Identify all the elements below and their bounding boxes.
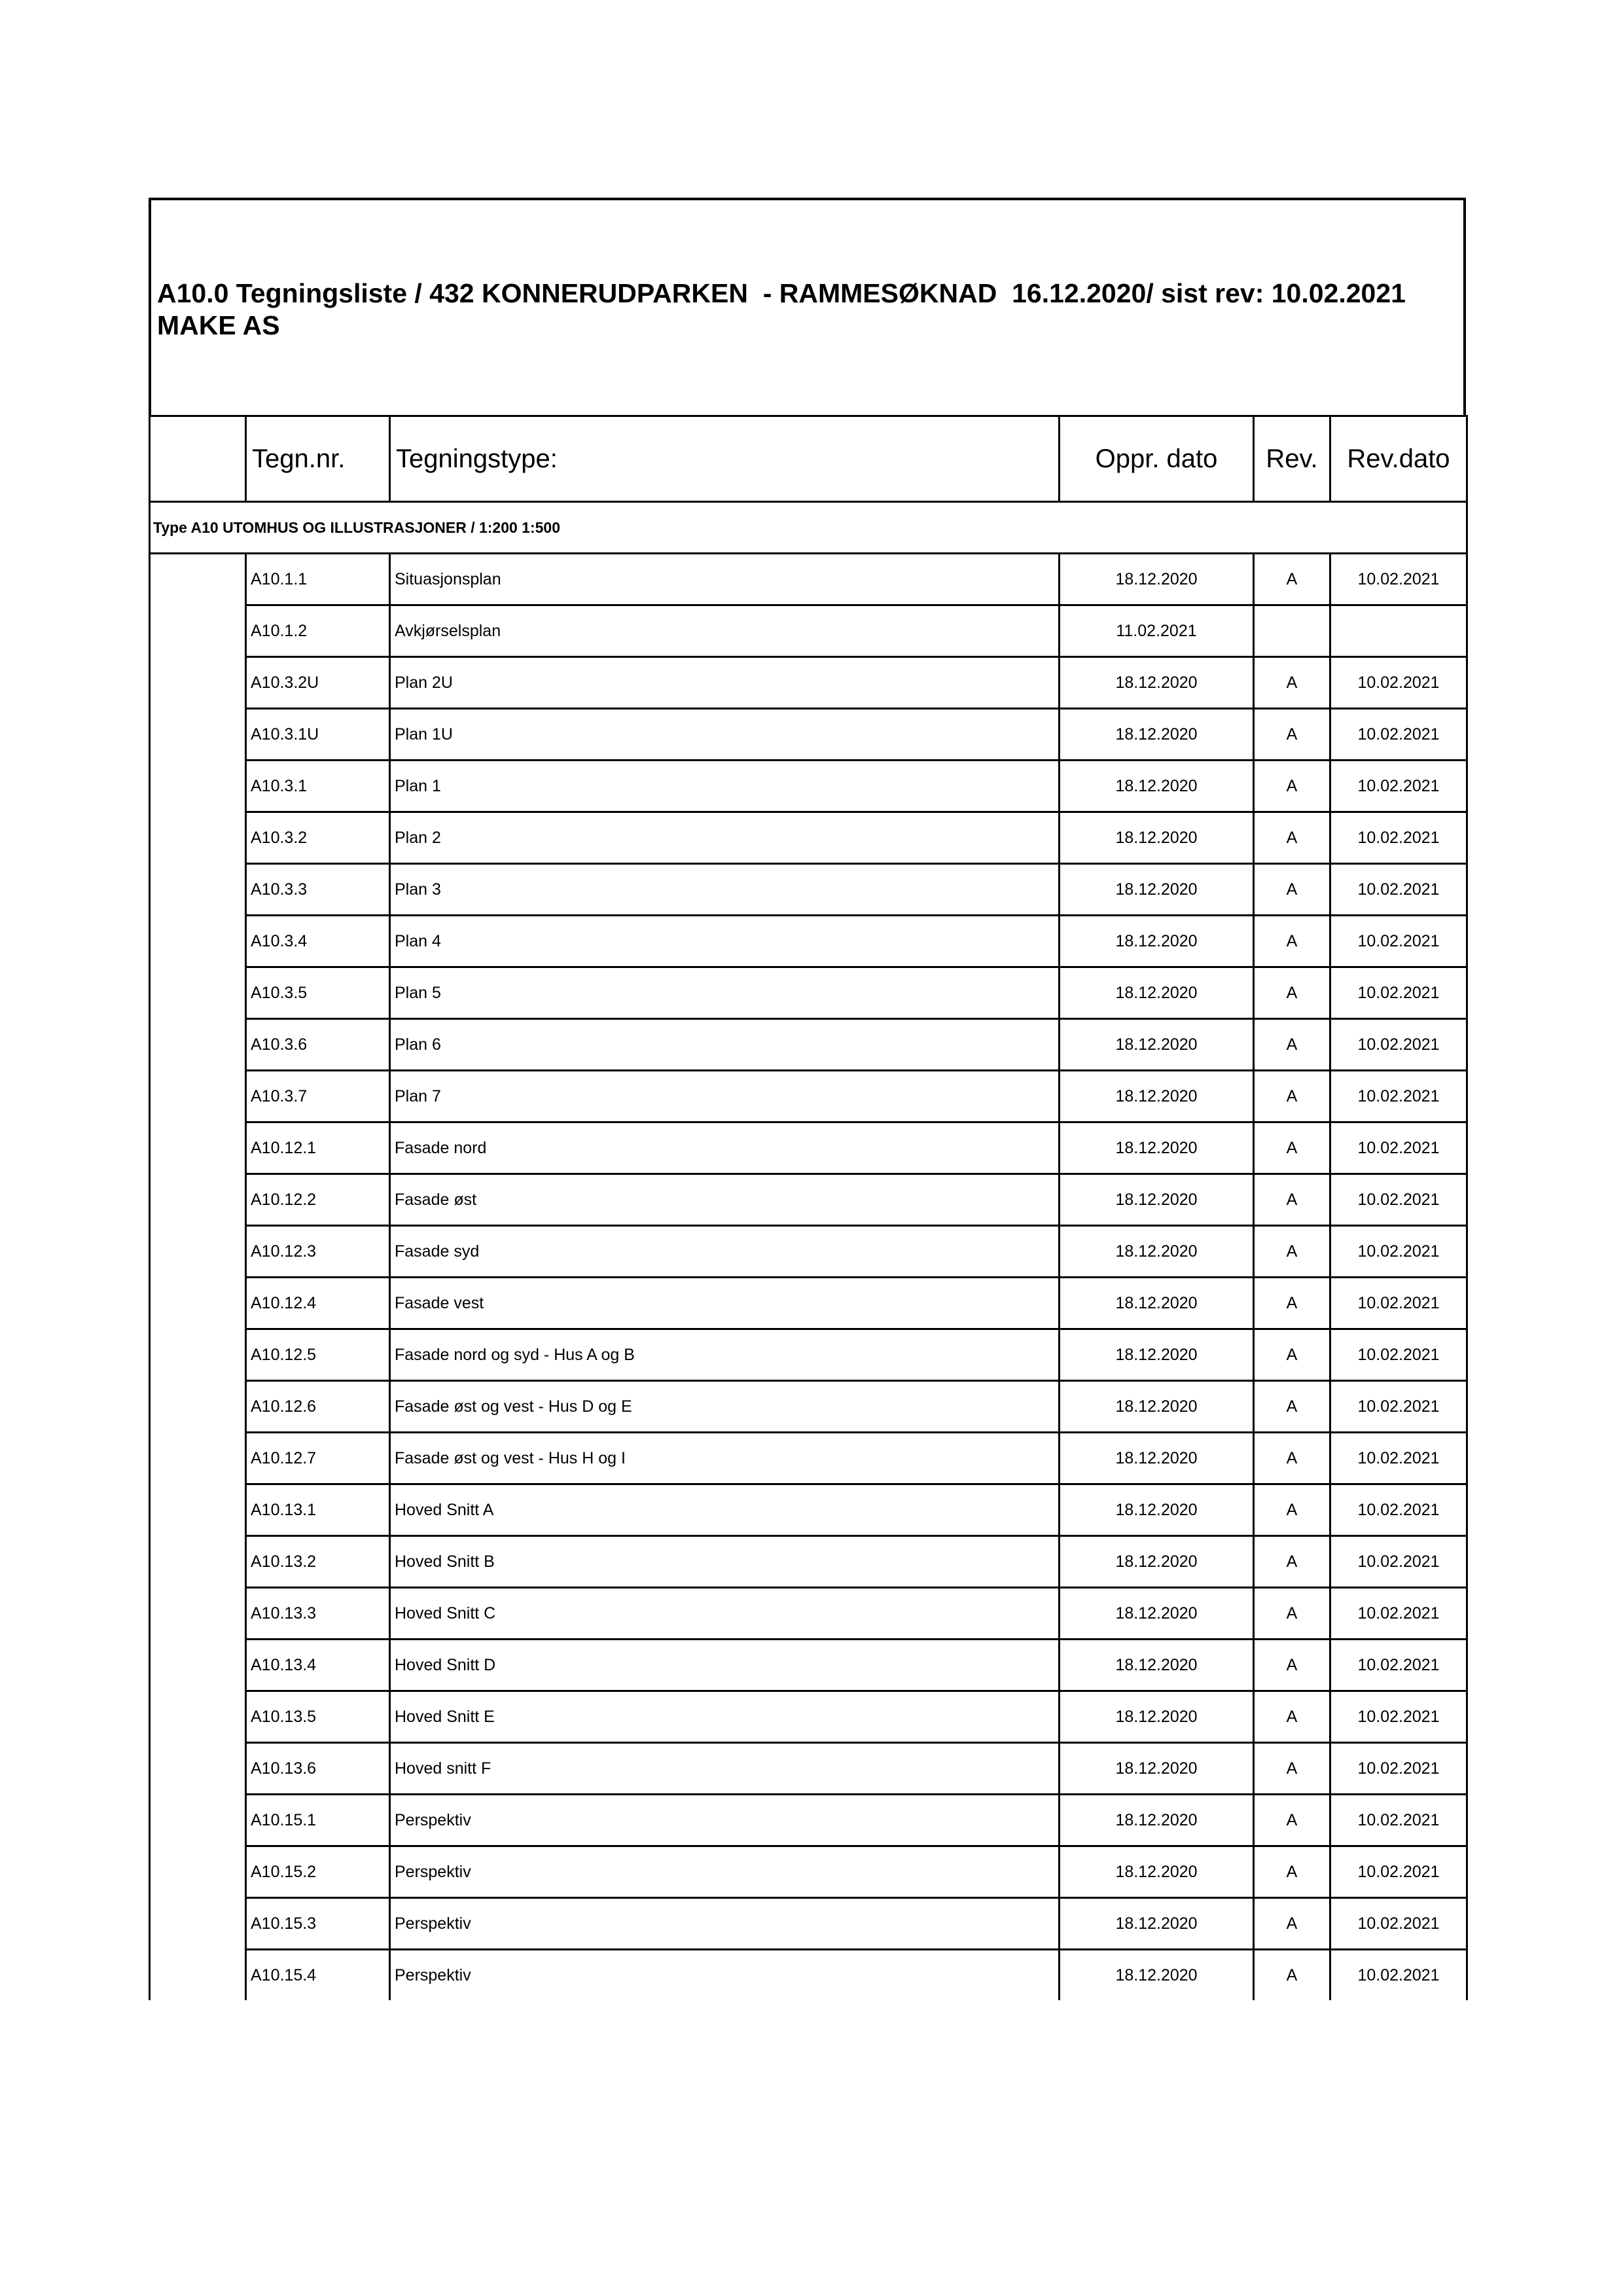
revision: A	[1254, 1122, 1330, 1174]
drawing-type: Fasade nord og syd - Hus A og B	[390, 1329, 1060, 1381]
original-date: 11.02.2021	[1060, 605, 1254, 657]
revision-date: 10.02.2021	[1330, 709, 1467, 761]
section-label: Type A10 UTOMHUS OG ILLUSTRASJONER / 1:200 1:500	[150, 502, 1467, 554]
revision: A	[1254, 916, 1330, 967]
table-row	[150, 1640, 1467, 1691]
table-row	[150, 1588, 1467, 1640]
drawing-type: Hoved Snitt B	[390, 1536, 1060, 1588]
original-date: 18.12.2020	[1060, 1226, 1254, 1278]
revision: A	[1254, 812, 1330, 864]
drawing-number: A10.13.1	[246, 1484, 390, 1536]
drawing-number: A10.3.3	[246, 864, 390, 916]
row-indent-cell	[150, 1691, 246, 1743]
drawing-number: A10.15.1	[246, 1795, 390, 1846]
drawing-number: A10.3.2	[246, 812, 390, 864]
drawing-number: A10.12.4	[246, 1278, 390, 1329]
row-indent-cell	[150, 1588, 246, 1640]
drawing-type: Plan 1	[390, 761, 1060, 812]
revision: A	[1254, 709, 1330, 761]
original-date: 18.12.2020	[1060, 1174, 1254, 1226]
original-date: 18.12.2020	[1060, 1278, 1254, 1329]
drawing-number: A10.15.3	[246, 1898, 390, 1950]
row-indent-cell	[150, 1795, 246, 1846]
revision: A	[1254, 761, 1330, 812]
revision-date: 10.02.2021	[1330, 761, 1467, 812]
table-row	[150, 1536, 1467, 1588]
original-date: 18.12.2020	[1060, 864, 1254, 916]
row-indent-cell	[150, 864, 246, 916]
revision: A	[1254, 1743, 1330, 1795]
drawing-type: Fasade nord	[390, 1122, 1060, 1174]
original-date: 18.12.2020	[1060, 812, 1254, 864]
revision: A	[1254, 1795, 1330, 1846]
table-row	[150, 1950, 1467, 2001]
table-row	[150, 1846, 1467, 1898]
revision-date: 10.02.2021	[1330, 1588, 1467, 1640]
revision: A	[1254, 554, 1330, 605]
drawing-type: Hoved Snitt C	[390, 1588, 1060, 1640]
revision: A	[1254, 1640, 1330, 1691]
drawing-number: A10.13.3	[246, 1588, 390, 1640]
revision-date: 10.02.2021	[1330, 1795, 1467, 1846]
revision-date: 10.02.2021	[1330, 1846, 1467, 1898]
row-indent-cell	[150, 709, 246, 761]
original-date: 18.12.2020	[1060, 1950, 1254, 2001]
revision: A	[1254, 657, 1330, 709]
table-row	[150, 1433, 1467, 1484]
drawing-type: Fasade syd	[390, 1226, 1060, 1278]
row-indent-cell	[150, 916, 246, 967]
drawing-type: Situasjonsplan	[390, 554, 1060, 605]
drawing-number: A10.3.2U	[246, 657, 390, 709]
revision	[1254, 605, 1330, 657]
drawing-type: Perspektiv	[390, 1846, 1060, 1898]
revision: A	[1254, 1846, 1330, 1898]
original-date: 18.12.2020	[1060, 1795, 1254, 1846]
revision-date: 10.02.2021	[1330, 1329, 1467, 1381]
revision-date: 10.02.2021	[1330, 1174, 1467, 1226]
table-row	[150, 1743, 1467, 1795]
revision-date: 10.02.2021	[1330, 1381, 1467, 1433]
table-row	[150, 967, 1467, 1019]
drawing-type: Plan 7	[390, 1071, 1060, 1122]
revision: A	[1254, 1898, 1330, 1950]
drawing-number: A10.13.5	[246, 1691, 390, 1743]
drawing-number: A10.12.7	[246, 1433, 390, 1484]
table-row	[150, 1019, 1467, 1071]
drawing-type: Plan 2U	[390, 657, 1060, 709]
table-row	[150, 1484, 1467, 1536]
header-rev-date: Rev.dato	[1330, 416, 1467, 502]
revision-date: 10.02.2021	[1330, 1691, 1467, 1743]
revision: A	[1254, 1950, 1330, 2001]
section-row	[150, 502, 1467, 554]
row-indent-cell	[150, 1536, 246, 1588]
revision: A	[1254, 1226, 1330, 1278]
original-date: 18.12.2020	[1060, 1484, 1254, 1536]
revision-date: 10.02.2021	[1330, 1950, 1467, 2001]
revision: A	[1254, 1174, 1330, 1226]
revision-date: 10.02.2021	[1330, 967, 1467, 1019]
revision: A	[1254, 1381, 1330, 1433]
row-indent-cell	[150, 1381, 246, 1433]
drawing-number: A10.1.1	[246, 554, 390, 605]
row-indent-cell	[150, 657, 246, 709]
drawing-type: Plan 4	[390, 916, 1060, 967]
original-date: 18.12.2020	[1060, 1640, 1254, 1691]
table-row	[150, 709, 1467, 761]
revision-date: 10.02.2021	[1330, 1278, 1467, 1329]
revision-date: 10.02.2021	[1330, 1484, 1467, 1536]
table-body	[150, 416, 1467, 2001]
drawing-type: Perspektiv	[390, 1950, 1060, 2001]
row-indent-cell	[150, 1743, 246, 1795]
revision: A	[1254, 1329, 1330, 1381]
drawing-type: Avkjørselsplan	[390, 605, 1060, 657]
drawing-number: A10.12.1	[246, 1122, 390, 1174]
drawing-number: A10.3.6	[246, 1019, 390, 1071]
row-indent-cell	[150, 1484, 246, 1536]
row-indent-cell	[150, 967, 246, 1019]
row-indent-cell	[150, 761, 246, 812]
drawing-type: Plan 6	[390, 1019, 1060, 1071]
original-date: 18.12.2020	[1060, 1691, 1254, 1743]
row-indent-cell	[150, 1174, 246, 1226]
drawing-number: A10.3.7	[246, 1071, 390, 1122]
revision: A	[1254, 1691, 1330, 1743]
drawing-type: Perspektiv	[390, 1795, 1060, 1846]
drawing-type: Hoved snitt F	[390, 1743, 1060, 1795]
drawing-type: Hoved Snitt A	[390, 1484, 1060, 1536]
original-date: 18.12.2020	[1060, 967, 1254, 1019]
drawing-number: A10.13.2	[246, 1536, 390, 1588]
table-row	[150, 1278, 1467, 1329]
revision-date: 10.02.2021	[1330, 1743, 1467, 1795]
revision: A	[1254, 864, 1330, 916]
table-row	[150, 1226, 1467, 1278]
drawing-type: Hoved Snitt D	[390, 1640, 1060, 1691]
row-indent-cell	[150, 1122, 246, 1174]
drawing-type: Fasade øst	[390, 1174, 1060, 1226]
revision-date: 10.02.2021	[1330, 1433, 1467, 1484]
revision-date: 10.02.2021	[1330, 812, 1467, 864]
revision-date: 10.02.2021	[1330, 554, 1467, 605]
table-row	[150, 812, 1467, 864]
header-blank-cell	[150, 416, 246, 502]
table-row	[150, 1381, 1467, 1433]
drawing-type: Perspektiv	[390, 1898, 1060, 1950]
row-indent-cell	[150, 1640, 246, 1691]
drawing-type: Fasade vest	[390, 1278, 1060, 1329]
table-row	[150, 1122, 1467, 1174]
original-date: 18.12.2020	[1060, 1433, 1254, 1484]
drawing-type: Hoved Snitt E	[390, 1691, 1060, 1743]
original-date: 18.12.2020	[1060, 709, 1254, 761]
header-rev: Rev.	[1254, 416, 1330, 502]
table-row	[150, 554, 1467, 605]
table-row	[150, 1329, 1467, 1381]
table-row	[150, 605, 1467, 657]
original-date: 18.12.2020	[1060, 1536, 1254, 1588]
revision-date: 10.02.2021	[1330, 1122, 1467, 1174]
row-indent-cell	[150, 1898, 246, 1950]
original-date: 18.12.2020	[1060, 657, 1254, 709]
revision: A	[1254, 1536, 1330, 1588]
drawing-number: A10.3.5	[246, 967, 390, 1019]
row-indent-cell	[150, 1226, 246, 1278]
revision-date: 10.02.2021	[1330, 1071, 1467, 1122]
drawing-list-table	[149, 415, 1468, 2000]
table-header-row	[150, 416, 1467, 502]
row-indent-cell	[150, 1329, 246, 1381]
drawing-number: A10.3.1U	[246, 709, 390, 761]
revision-date: 10.02.2021	[1330, 864, 1467, 916]
original-date: 18.12.2020	[1060, 1329, 1254, 1381]
original-date: 18.12.2020	[1060, 1588, 1254, 1640]
header-original-date: Oppr. dato	[1060, 416, 1254, 502]
drawing-number: A10.12.5	[246, 1329, 390, 1381]
revision-date	[1330, 605, 1467, 657]
table-row	[150, 657, 1467, 709]
drawing-type: Plan 1U	[390, 709, 1060, 761]
row-indent-cell	[150, 1071, 246, 1122]
original-date: 18.12.2020	[1060, 1071, 1254, 1122]
drawing-number: A10.13.6	[246, 1743, 390, 1795]
revision-date: 10.02.2021	[1330, 1640, 1467, 1691]
drawing-list-sheet	[149, 198, 1466, 2000]
revision: A	[1254, 1019, 1330, 1071]
row-indent-cell	[150, 1278, 246, 1329]
revision: A	[1254, 967, 1330, 1019]
row-indent-cell	[150, 812, 246, 864]
table-row	[150, 761, 1467, 812]
drawing-type: Fasade øst og vest - Hus D og E	[390, 1381, 1060, 1433]
drawing-type: Plan 2	[390, 812, 1060, 864]
table-row	[150, 1795, 1467, 1846]
header-number: Tegn.nr.	[246, 416, 390, 502]
revision: A	[1254, 1484, 1330, 1536]
revision: A	[1254, 1588, 1330, 1640]
table-row	[150, 1071, 1467, 1122]
revision: A	[1254, 1278, 1330, 1329]
original-date: 18.12.2020	[1060, 1743, 1254, 1795]
original-date: 18.12.2020	[1060, 554, 1254, 605]
revision-date: 10.02.2021	[1330, 1898, 1467, 1950]
drawing-number: A10.15.4	[246, 1950, 390, 2001]
row-indent-cell	[150, 1433, 246, 1484]
document-title: A10.0 Tegningsliste / 432 KONNERUDPARKEN - RAMMESØKNAD 16.12.2020/ sist rev: 10.02.2021 MAKE AS	[157, 278, 1429, 340]
drawing-number: A10.13.4	[246, 1640, 390, 1691]
original-date: 18.12.2020	[1060, 916, 1254, 967]
drawing-number: A10.12.6	[246, 1381, 390, 1433]
table-row	[150, 1174, 1467, 1226]
revision: A	[1254, 1071, 1330, 1122]
table-row	[150, 916, 1467, 967]
drawing-number: A10.12.2	[246, 1174, 390, 1226]
title-box	[149, 198, 1466, 415]
row-indent-cell	[150, 554, 246, 605]
original-date: 18.12.2020	[1060, 761, 1254, 812]
row-indent-cell	[150, 1950, 246, 2001]
drawing-number: A10.15.2	[246, 1846, 390, 1898]
drawing-number: A10.3.4	[246, 916, 390, 967]
revision-date: 10.02.2021	[1330, 1226, 1467, 1278]
revision-date: 10.02.2021	[1330, 1019, 1467, 1071]
drawing-number: A10.3.1	[246, 761, 390, 812]
original-date: 18.12.2020	[1060, 1846, 1254, 1898]
table-row	[150, 1898, 1467, 1950]
drawing-number: A10.12.3	[246, 1226, 390, 1278]
original-date: 18.12.2020	[1060, 1898, 1254, 1950]
revision-date: 10.02.2021	[1330, 1536, 1467, 1588]
drawing-type: Fasade øst og vest - Hus H og I	[390, 1433, 1060, 1484]
original-date: 18.12.2020	[1060, 1122, 1254, 1174]
drawing-type: Plan 5	[390, 967, 1060, 1019]
row-indent-cell	[150, 605, 246, 657]
table-row	[150, 864, 1467, 916]
row-indent-cell	[150, 1019, 246, 1071]
drawing-number: A10.1.2	[246, 605, 390, 657]
original-date: 18.12.2020	[1060, 1019, 1254, 1071]
row-indent-cell	[150, 1846, 246, 1898]
table-row	[150, 1691, 1467, 1743]
revision-date: 10.02.2021	[1330, 657, 1467, 709]
original-date: 18.12.2020	[1060, 1381, 1254, 1433]
drawing-type: Plan 3	[390, 864, 1060, 916]
revision-date: 10.02.2021	[1330, 916, 1467, 967]
header-type: Tegningstype:	[390, 416, 1060, 502]
revision: A	[1254, 1433, 1330, 1484]
